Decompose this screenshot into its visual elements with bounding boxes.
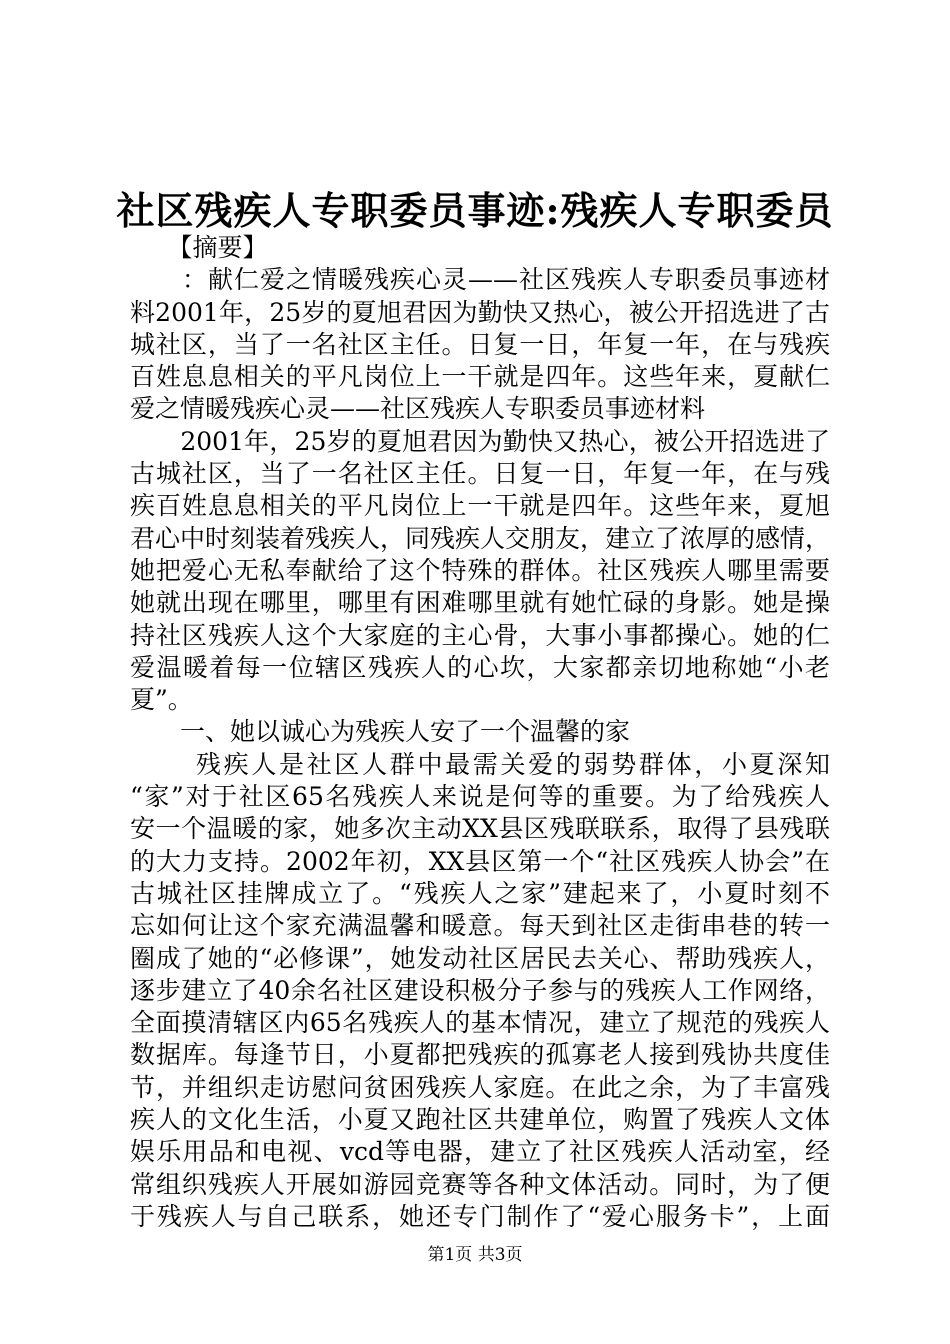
- text-line: 全面摸清辖区内65名残疾人的基本情况，建立了规范的残疾人: [130, 1008, 830, 1038]
- text-line: 圈成了她的“必修课”，她发动社区居民去关心、帮助残疾人，: [130, 943, 830, 973]
- text-line: 数据库。每逢节日，小夏都把残疾的孤寡老人接到残协共度佳: [130, 1040, 830, 1070]
- text-line: 爱之情暖残疾心灵——社区残疾人专职委员事迹材料: [130, 394, 706, 424]
- text-line: 疾百姓息息相关的平凡岗位上一干就是四年。这些年来，夏旭: [130, 491, 830, 521]
- text-line: 常组织残疾人开展如游园竞赛等各种文体活动。同时，为了便: [130, 1169, 830, 1199]
- text-line: 逐步建立了40余名社区建设积极分子参与的残疾人工作网络，: [130, 975, 830, 1005]
- text-line: 她就出现在哪里，哪里有困难哪里就有她忙碌的身影。她是操: [130, 588, 830, 618]
- text-line: 娱乐用品和电视、vcd等电器，建立了社区残疾人活动室，经: [130, 1137, 830, 1167]
- section-heading: 一、她以诚心为残疾人安了一个温馨的家: [130, 717, 631, 747]
- text-line: 古城社区，当了一名社区主任。日复一日，年复一年，在与残: [130, 459, 830, 489]
- text-line: 的大力支持。2002年初，XX县区第一个“社区残疾人协会”在: [130, 846, 830, 876]
- text-line: 节，并组织走访慰问贫困残疾人家庭。在此之余，为了丰富残: [130, 1072, 830, 1102]
- text-line: 古城社区挂牌成立了。“残疾人之家”建起来了，小夏时刻不: [130, 878, 830, 908]
- abstract-label: 【摘要】: [130, 233, 268, 262]
- text-line: 疾人的文化生活，小夏又跑社区共建单位，购置了残疾人文体: [130, 1105, 830, 1135]
- document-body: [130, 232, 830, 1233]
- text-line: 安一个温暖的家，她多次主动XX县区残联联系，取得了县残联: [130, 814, 830, 844]
- text-line: 持社区残疾人这个大家庭的主心骨，大事小事都操心。她的仁: [130, 620, 830, 650]
- text-line: ：献仁爱之情暖残疾心灵——社区残疾人专职委员事迹材: [130, 265, 830, 295]
- text-line: 城社区，当了一名社区主任。日复一日，年复一年，在与残疾: [130, 329, 830, 359]
- page-number-footer: 第1页 共3页: [427, 1245, 523, 1265]
- document-title: 社区残疾人专职委员事迹:残疾人专职委员: [116, 188, 834, 233]
- text-line: 百姓息息相关的平凡岗位上一干就是四年。这些年来，夏献仁: [130, 362, 830, 392]
- text-line: 她把爱心无私奉献给了这个特殊的群体。社区残疾人哪里需要: [130, 555, 830, 585]
- text-line: 夏”。: [130, 685, 193, 715]
- text-line: 于残疾人与自己联系，她还专门制作了“爱心服务卡”，上面: [130, 1201, 830, 1231]
- text-line: “家”对于社区65名残疾人来说是何等的重要。为了给残疾人: [130, 782, 830, 812]
- text-line: 君心中时刻装着残疾人，同残疾人交朋友，建立了浓厚的感情，: [130, 523, 830, 553]
- text-line: 2001年，25岁的夏旭君因为勤快又热心，被公开招选进了: [130, 426, 830, 456]
- text-line: 残疾人是社区人群中最需关爱的弱势群体，小夏深知: [130, 749, 830, 779]
- text-line: 爱温暖着每一位辖区残疾人的心坎，大家都亲切地称她“小老: [130, 652, 830, 682]
- text-line: 料2001年，25岁的夏旭君因为勤快又热心，被公开招选进了古: [130, 297, 830, 327]
- text-line: 忘如何让这个家充满温馨和暖意。每天到社区走街串巷的转一: [130, 911, 830, 941]
